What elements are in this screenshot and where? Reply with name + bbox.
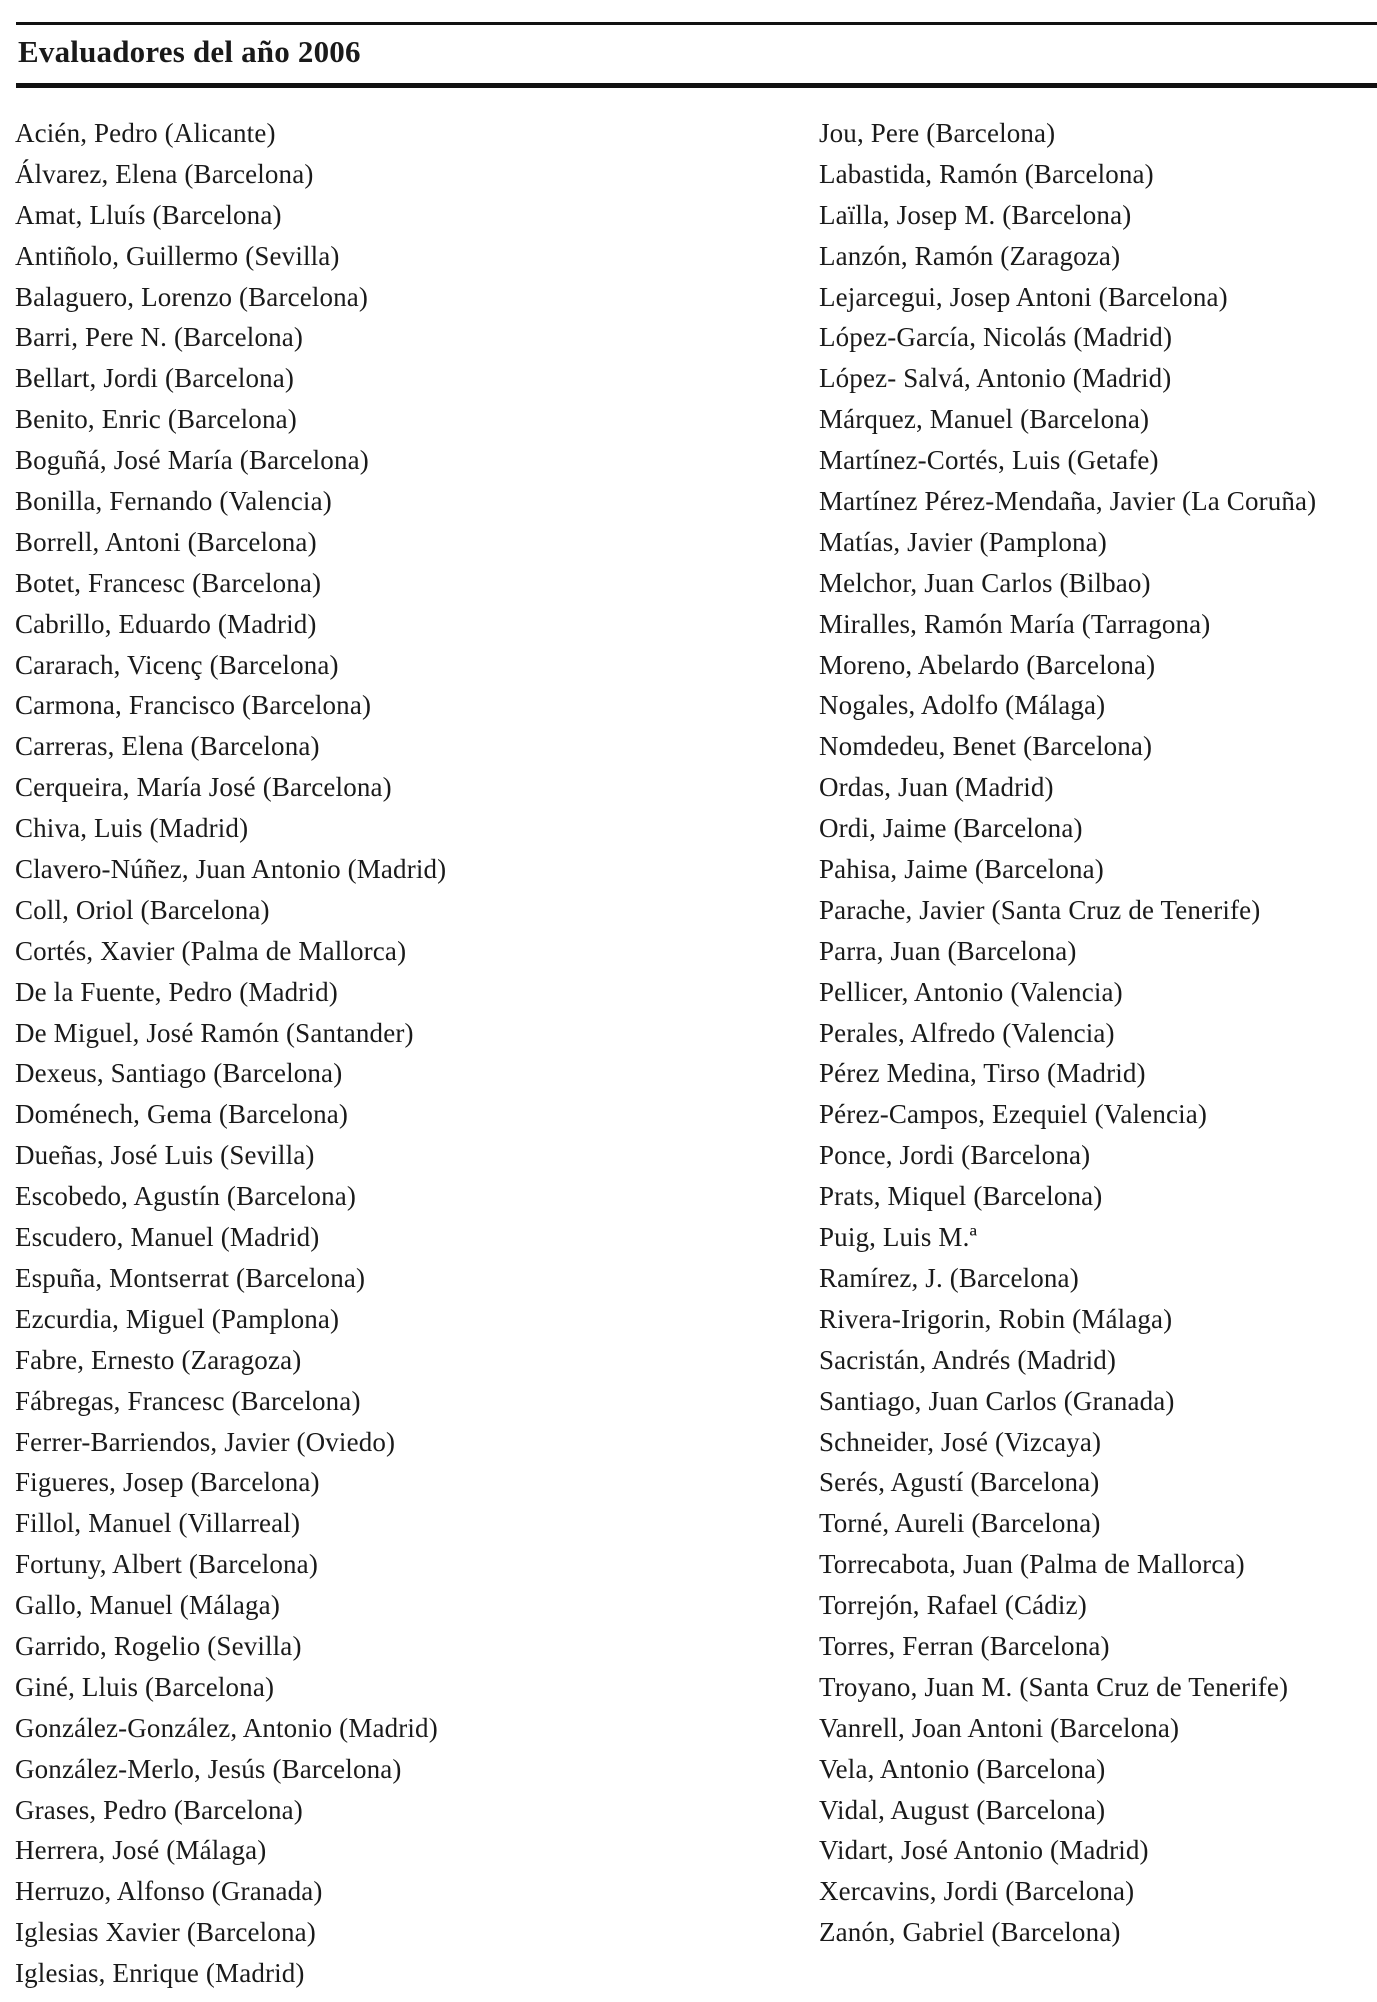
evaluator-entry: Pérez-Campos, Ezequiel (Valencia): [819, 1099, 1208, 1130]
evaluator-entry: Gallo, Manuel (Málaga): [15, 1590, 280, 1621]
evaluator-entry: Xercavins, Jordi (Barcelona): [819, 1876, 1135, 1907]
evaluator-entry: Torrejón, Rafael (Cádiz): [819, 1590, 1087, 1621]
evaluator-entry: Dexeus, Santiago (Barcelona): [15, 1058, 343, 1089]
evaluator-entry: Troyano, Juan M. (Santa Cruz de Tenerife): [819, 1671, 1289, 1702]
evaluator-entry: Serés, Agustí (Barcelona): [819, 1467, 1100, 1498]
page-title: Evaluadores del año 2006: [18, 34, 361, 69]
evaluator-entry: Clavero-Núñez, Juan Antonio (Madrid): [15, 854, 447, 885]
evaluator-entry: Puig, Luis M.ª: [819, 1222, 978, 1253]
evaluator-entry: Perales, Alfredo (Valencia): [819, 1017, 1115, 1048]
evaluator-entry: Bonilla, Fernando (Valencia): [15, 486, 332, 517]
evaluator-entry: Figueres, Josep (Barcelona): [15, 1467, 320, 1498]
evaluator-entry: Márquez, Manuel (Barcelona): [819, 404, 1150, 435]
evaluator-entry: Ezcurdia, Miguel (Pamplona): [15, 1303, 340, 1334]
evaluator-entry: Ferrer-Barriendos, Javier (Oviedo): [15, 1426, 396, 1457]
evaluator-entry: Escobedo, Agustín (Barcelona): [15, 1181, 357, 1212]
evaluator-entry: Escudero, Manuel (Madrid): [15, 1222, 320, 1253]
evaluators-list-left: [15, 113, 795, 1994]
evaluator-entry: López-García, Nicolás (Madrid): [819, 322, 1173, 353]
evaluator-entry: Jou, Pere (Barcelona): [819, 118, 1056, 148]
evaluator-entry: Dueñas, José Luis (Sevilla): [15, 1140, 315, 1171]
evaluator-entry: Pérez Medina, Tirso (Madrid): [819, 1058, 1146, 1089]
evaluator-entry: Iglesias Xavier (Barcelona): [15, 1917, 316, 1948]
evaluator-entry: Zanón, Gabriel (Barcelona): [819, 1917, 1121, 1948]
evaluator-entry: Matías, Javier (Pamplona): [819, 526, 1107, 557]
evaluator-entry: Martínez Pérez-Mendaña, Javier (La Coruña): [819, 486, 1317, 517]
evaluator-entry: Herruzo, Alfonso (Granada): [15, 1876, 323, 1907]
evaluator-entry: Parra, Juan (Barcelona): [819, 935, 1077, 966]
evaluator-entry: Torné, Aureli (Barcelona): [819, 1508, 1101, 1539]
evaluator-entry: Álvarez, Elena (Barcelona): [15, 158, 314, 189]
evaluator-entry: Fillol, Manuel (Villarreal): [15, 1508, 301, 1539]
evaluator-entry: Doménech, Gema (Barcelona): [15, 1099, 348, 1130]
evaluator-entry: Vanrell, Joan Antoni (Barcelona): [819, 1712, 1180, 1743]
evaluator-entry: Santiago, Juan Carlos (Granada): [819, 1385, 1175, 1416]
evaluator-entry: Labastida, Ramón (Barcelona): [819, 158, 1154, 189]
evaluator-entry: Laïlla, Josep M. (Barcelona): [819, 199, 1132, 230]
evaluator-entry: Cortés, Xavier (Palma de Mallorca): [15, 935, 407, 966]
evaluator-entry: Acién, Pedro (Alicante): [15, 118, 276, 148]
evaluator-entry: Fortuny, Albert (Barcelona): [15, 1549, 318, 1580]
evaluator-entry: Miralles, Ramón María (Tarragona): [819, 608, 1211, 639]
evaluator-entry: Grases, Pedro (Barcelona): [15, 1794, 303, 1825]
evaluator-entry: Parache, Javier (Santa Cruz de Tenerife): [819, 894, 1261, 925]
evaluator-entry: De la Fuente, Pedro (Madrid): [15, 976, 338, 1007]
evaluator-entry: Botet, Francesc (Barcelona): [15, 567, 322, 598]
evaluator-entry: Espuña, Montserrat (Barcelona): [15, 1262, 366, 1293]
evaluator-entry: López- Salvá, Antonio (Madrid): [819, 363, 1172, 394]
evaluator-entry: Cararach, Vicenç (Barcelona): [15, 649, 339, 680]
evaluator-entry: De Miguel, José Ramón (Santander): [15, 1017, 414, 1048]
evaluator-entry: Ramírez, J. (Barcelona): [819, 1262, 1079, 1293]
evaluator-entry: Chiva, Luis (Madrid): [15, 813, 249, 844]
evaluator-entry: Benito, Enric (Barcelona): [15, 404, 297, 435]
evaluator-entry: Vidal, August (Barcelona): [819, 1794, 1106, 1825]
evaluator-entry: Herrera, José (Málaga): [15, 1835, 267, 1866]
title-bottom-rule: [16, 83, 1377, 88]
evaluator-entry: Ordi, Jaime (Barcelona): [819, 813, 1083, 844]
evaluator-entry: Sacristán, Andrés (Madrid): [819, 1344, 1117, 1375]
evaluator-entry: Giné, Lluis (Barcelona): [15, 1671, 275, 1702]
evaluator-entry: Moreno, Abelardo (Barcelona): [819, 649, 1156, 680]
evaluator-entry: Prats, Miquel (Barcelona): [819, 1181, 1103, 1212]
evaluator-entry: Nomdedeu, Benet (Barcelona): [819, 731, 1153, 762]
evaluator-entry: Nogales, Adolfo (Málaga): [819, 690, 1106, 721]
evaluator-entry: Lanzón, Ramón (Zaragoza): [819, 240, 1121, 271]
evaluator-entry: Amat, Lluís (Barcelona): [15, 199, 282, 230]
evaluator-entry: Carreras, Elena (Barcelona): [15, 731, 320, 762]
evaluator-entry: Barri, Pere N. (Barcelona): [15, 322, 304, 353]
evaluator-entry: González-González, Antonio (Madrid): [15, 1712, 438, 1743]
evaluator-entry: Lejarcegui, Josep Antoni (Barcelona): [819, 281, 1228, 312]
evaluator-entry: Fabre, Ernesto (Zaragoza): [15, 1344, 302, 1375]
evaluator-entry: Ordas, Juan (Madrid): [819, 772, 1054, 803]
evaluators-list-right: [819, 113, 1374, 1953]
evaluator-entry: Cabrillo, Eduardo (Madrid): [15, 608, 317, 639]
evaluator-entry: Melchor, Juan Carlos (Bilbao): [819, 567, 1151, 598]
evaluator-entry: Garrido, Rogelio (Sevilla): [15, 1630, 302, 1661]
evaluator-entry: Fábregas, Francesc (Barcelona): [15, 1385, 361, 1416]
evaluator-entry: Vidart, José Antonio (Madrid): [819, 1835, 1149, 1866]
evaluator-entry: Martínez-Cortés, Luis (Getafe): [819, 445, 1159, 476]
evaluator-entry: Antiñolo, Guillermo (Sevilla): [15, 240, 340, 271]
evaluator-entry: Cerqueira, María José (Barcelona): [15, 772, 392, 803]
evaluator-entry: Vela, Antonio (Barcelona): [819, 1753, 1106, 1784]
evaluator-entry: Schneider, José (Vizcaya): [819, 1426, 1102, 1457]
evaluator-entry: Borrell, Antoni (Barcelona): [15, 526, 317, 557]
evaluator-entry: Iglesias, Enrique (Madrid): [15, 1958, 305, 1989]
top-rule: [16, 22, 1377, 25]
evaluator-entry: Pellicer, Antonio (Valencia): [819, 976, 1123, 1007]
evaluator-entry: Torres, Ferran (Barcelona): [819, 1630, 1110, 1661]
evaluator-entry: Balaguero, Lorenzo (Barcelona): [15, 281, 369, 312]
evaluator-entry: Carmona, Francisco (Barcelona): [15, 690, 372, 721]
evaluator-entry: Coll, Oriol (Barcelona): [15, 894, 270, 925]
evaluator-entry: Bellart, Jordi (Barcelona): [15, 363, 295, 394]
evaluator-entry: González-Merlo, Jesús (Barcelona): [15, 1753, 402, 1784]
evaluator-entry: Torrecabota, Juan (Palma de Mallorca): [819, 1549, 1245, 1580]
evaluator-entry: Pahisa, Jaime (Barcelona): [819, 854, 1104, 885]
evaluator-entry: Ponce, Jordi (Barcelona): [819, 1140, 1091, 1171]
evaluator-entry: Boguñá, José María (Barcelona): [15, 445, 369, 476]
evaluator-entry: Rivera-Irigorin, Robin (Málaga): [819, 1303, 1173, 1334]
